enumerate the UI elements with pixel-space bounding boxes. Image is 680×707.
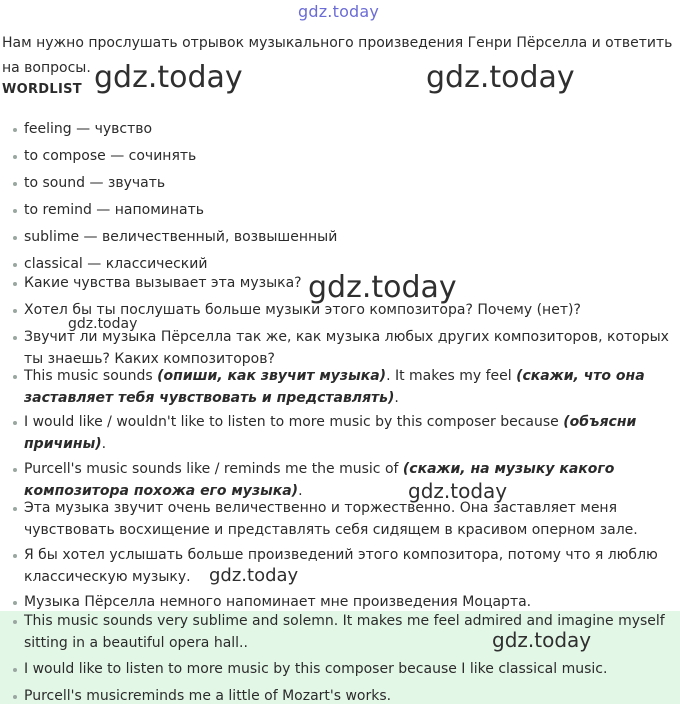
template-text: I would like / wouldn't like to listen to more music by this composer because — [24, 414, 564, 430]
answer-item: Музыка Пёрселла немного напоминает мне произведения Моцарта. — [12, 591, 680, 613]
wordlist-item: to remind — напоминать — [12, 199, 680, 221]
question-item: Какие чувства вызывает эта музыка? — [12, 272, 680, 294]
intro-text: Нам нужно прослушать отрывок музыкального произведения Генри Пёрселла и ответить на вопросы. — [2, 35, 673, 76]
wordlist-item: to compose — сочинять — [12, 145, 680, 167]
template-text: . — [298, 483, 303, 499]
template-text: This music sounds — [24, 368, 158, 384]
wordlist-item: feeling — чувство — [12, 118, 680, 140]
answer-item: This music sounds very sublime and solemn. It makes me feel admired and imagine myself sitting in a beautiful opera hall.. — [12, 610, 680, 654]
answer-item: Эта музыка звучит очень величественно и торжественно. Она заставляет меня чувствовать восхищение и представлять себя сидящем в красивом оперном зале. — [12, 497, 680, 541]
watermark: gdz.today — [68, 316, 138, 332]
question-item: Звучит ли музыка Пёрселла так же, как музыка любых других композиторов, которых ты знаешь? Каких композиторов? — [12, 326, 680, 370]
template-hint: (объясни причины) — [24, 414, 637, 452]
template-text: . — [394, 390, 399, 406]
watermark: gdz.today — [408, 479, 508, 503]
template-text: . — [101, 436, 107, 452]
template-text: . It makes my feel — [386, 368, 517, 384]
template-item — [12, 365, 680, 409]
watermark: gdz.today — [426, 60, 575, 95]
answer-item: I would like to listen to more music by this composer because I like classical music. — [12, 658, 680, 680]
watermark: gdz.today — [94, 60, 243, 95]
watermark: gdz.today — [209, 565, 299, 586]
template-hint: (скажи, что она заставляет тебя чувствовать и представлять) — [24, 368, 645, 406]
watermark: gdz.today — [492, 628, 592, 652]
watermark: gdz.today — [308, 270, 457, 305]
wordlist-item: classical — классический — [12, 253, 680, 275]
template-hint: (опиши, как звучит музыка) — [157, 368, 387, 384]
question-item: Хотел бы ты послушать больше музыки этого композитора? Почему (нет)? — [12, 299, 680, 321]
answer-item: Purcell's musicreminds me a little of Mozart's works. — [12, 685, 680, 707]
wordlist-item: sublime — величественный, возвышенный — [12, 226, 680, 248]
template-hint: (скажи, на музыку какого композитора похожа его музыка) — [24, 461, 615, 499]
template-item — [12, 458, 680, 502]
site-logo[interactable]: gdz.today — [298, 2, 380, 21]
wordlist-title: WORDLIST — [2, 82, 82, 97]
template-item — [12, 411, 680, 455]
template-text: Purcell's music sounds like / reminds me the music of — [24, 461, 403, 477]
wordlist-item: to sound — звучать — [12, 172, 680, 194]
answer-item: Я бы хотел услышать больше произведений этого композитора, потому что я люблю классическую музыку. — [12, 544, 680, 588]
